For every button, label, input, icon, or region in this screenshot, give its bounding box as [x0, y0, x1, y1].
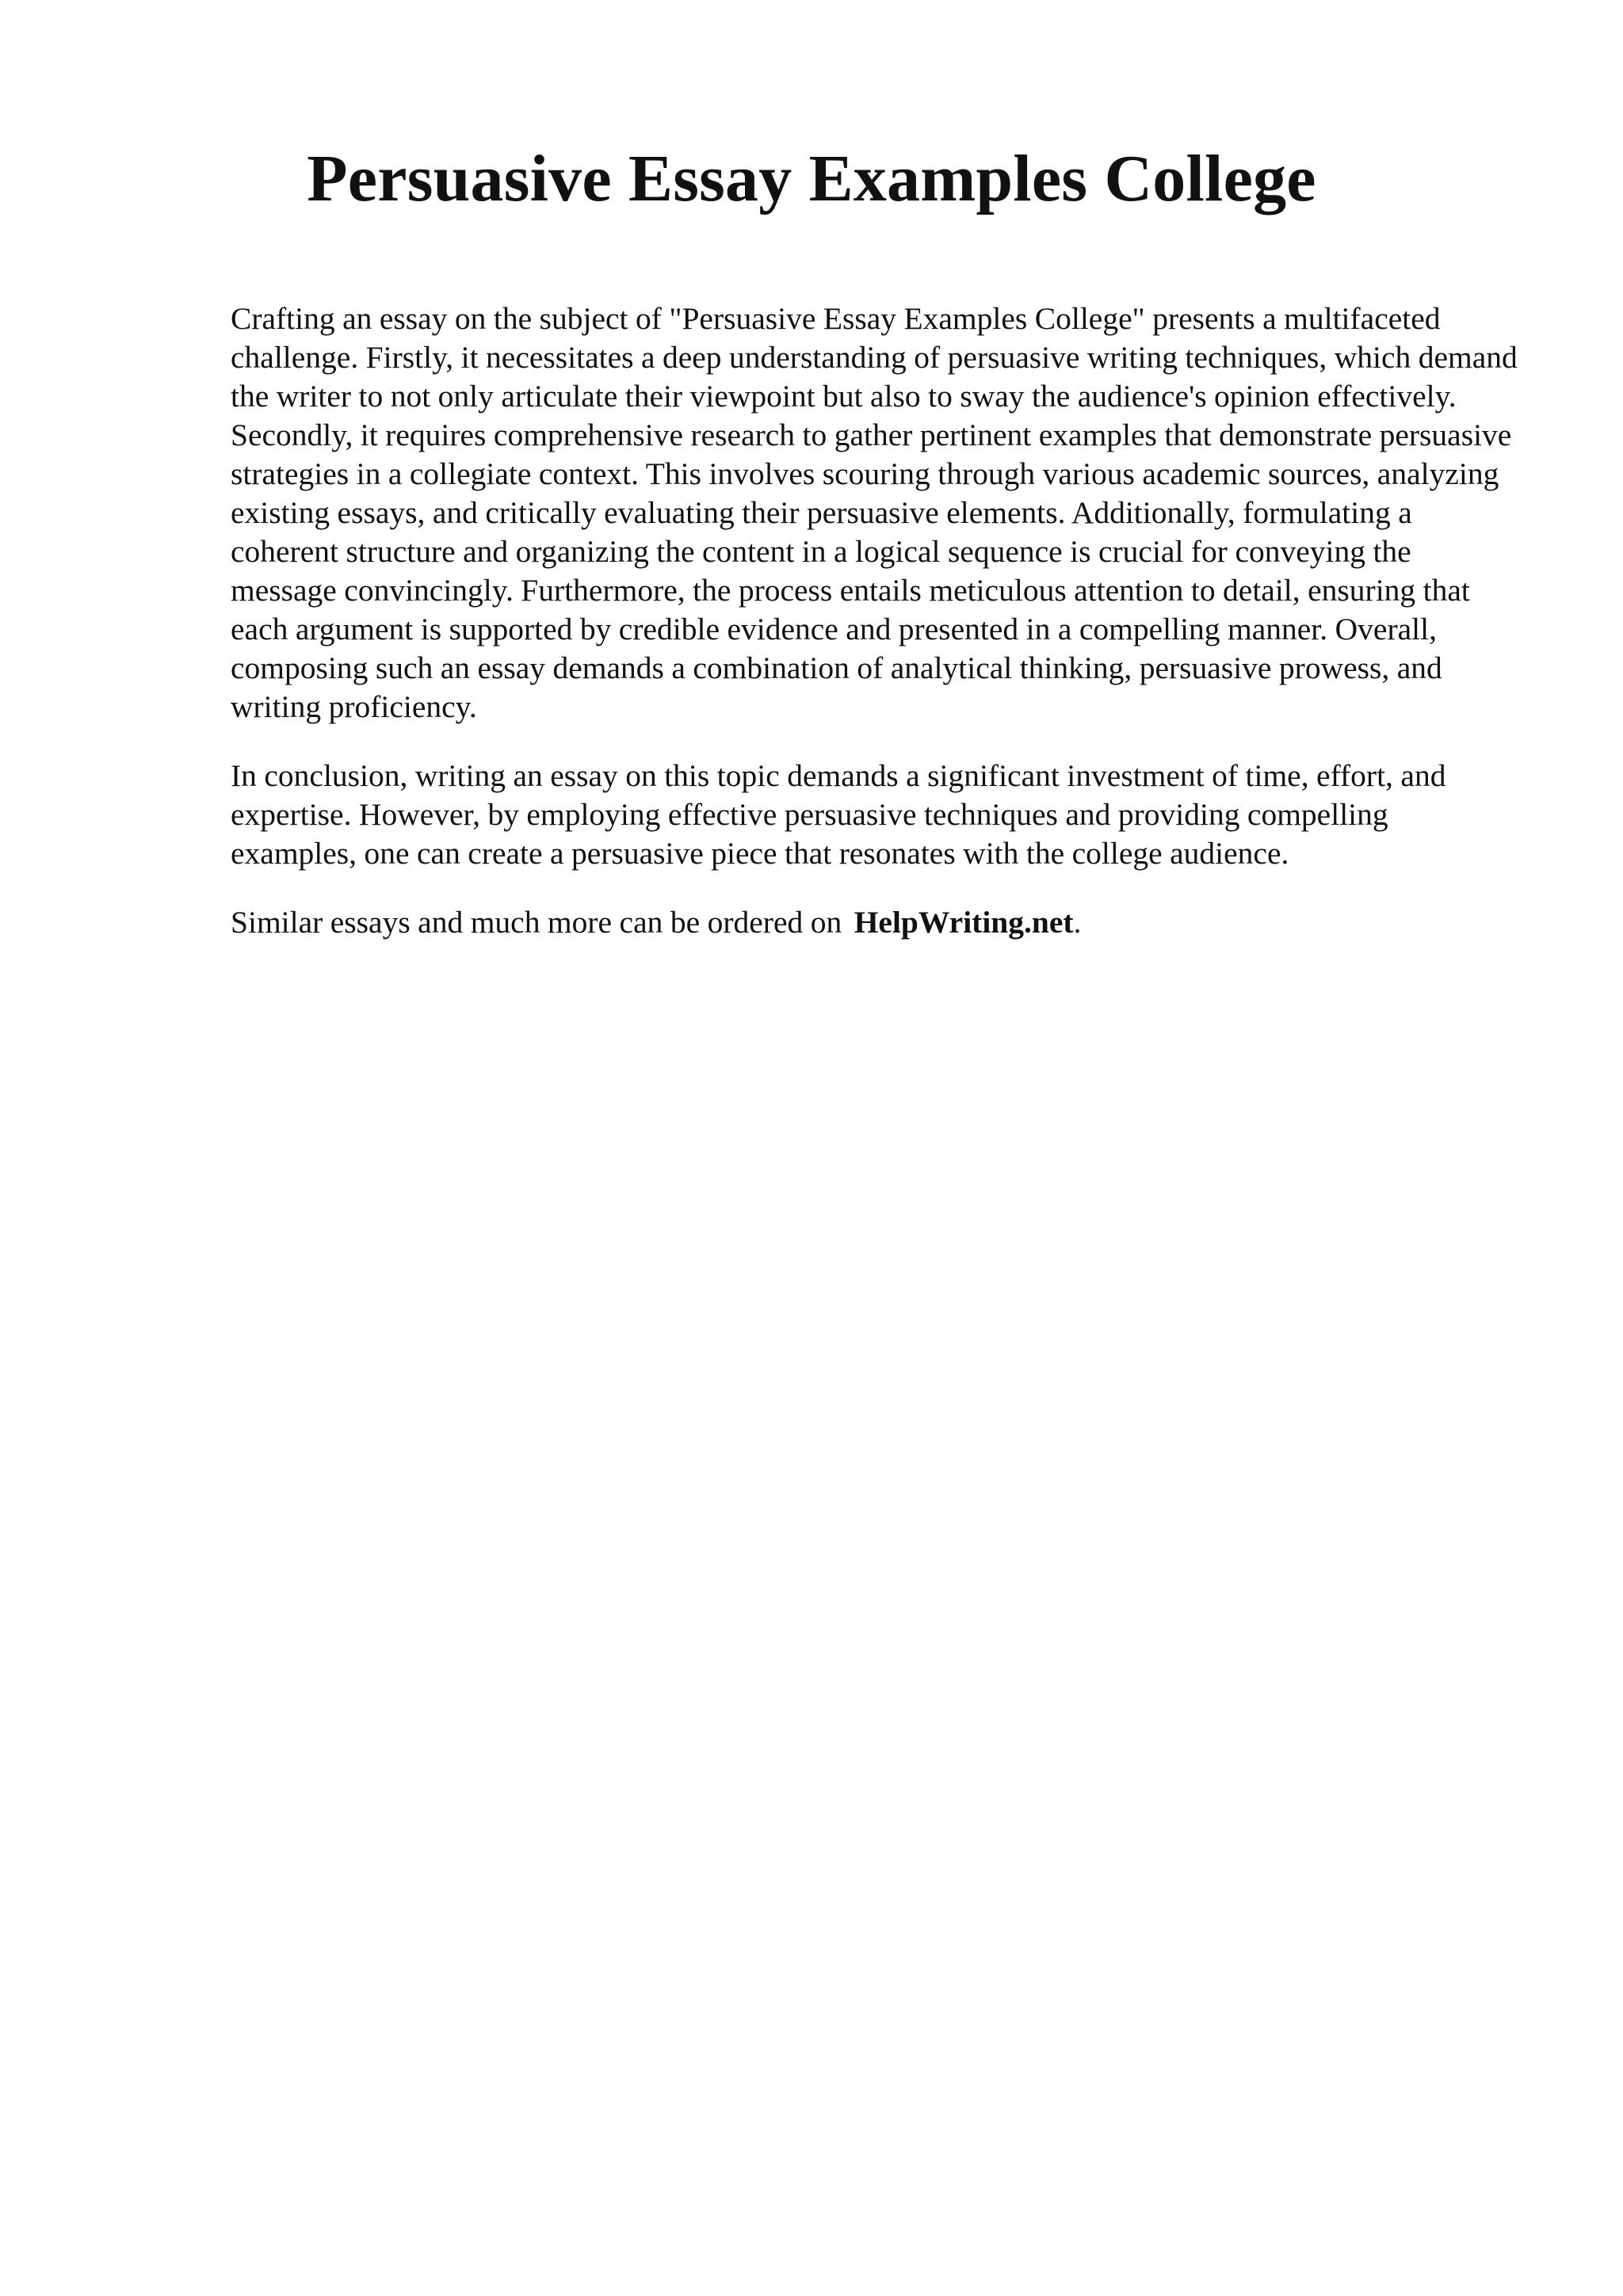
footer-note: [231, 903, 1518, 942]
footer-prefix: Similar essays and much more can be ordered on: [231, 905, 842, 940]
helpwriting-link[interactable]: HelpWriting.net: [854, 905, 1074, 940]
footer-suffix: .: [1073, 905, 1082, 940]
paragraph-intro: Crafting an essay on the subject of "Persuasive Essay Examples College" presents a multifaceted challenge. Firstly, it necessitates a deep understanding of persuasive writing techniques, which demand the writer to not only articulate their viewpoint but also to sway the audience's opinion effectively. Secondly, it requires comprehensive research to gather pertinent examples that demonstrate persuasive strategies in a collegiate context. This involves scouring through various academic sources, analyzing existing essays, and critically evaluating their persuasive elements. Additionally, formulating a coherent structure and organizing the content in a logical sequence is crucial for conveying the message convincingly. Furthermore, the process entails meticulous attention to detail, ensuring that each argument is supported by credible evidence and presented in a compelling manner. Overall, composing such an essay demands a combination of analytical thinking, persuasive prowess, and writing proficiency.: [231, 301, 1518, 724]
essay-body: [231, 299, 1518, 972]
paragraph-conclusion: In conclusion, writing an essay on this topic demands a significant investment of time, effort, and expertise. However, by employing effective persuasive techniques and providing compelling examples, one can create a persuasive piece that resonates with the college audience.: [231, 758, 1446, 871]
page-title: Persuasive Essay Examples College: [307, 142, 1316, 215]
